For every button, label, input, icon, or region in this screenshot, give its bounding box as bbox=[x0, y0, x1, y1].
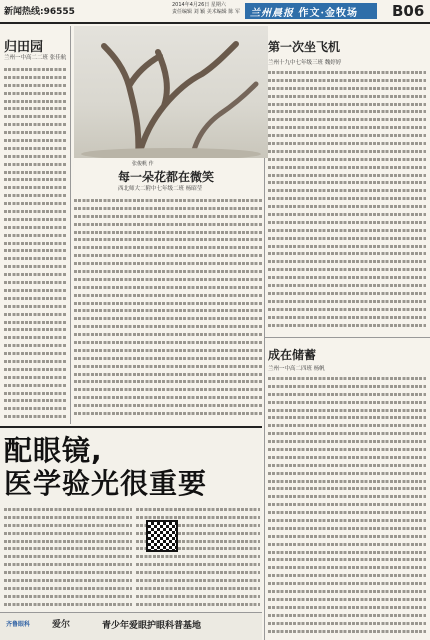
news-hotline: 新闻热线:96555 bbox=[4, 7, 75, 17]
article-body bbox=[74, 196, 262, 424]
hospital-logo: 齐鲁眼科 bbox=[6, 621, 31, 628]
column-divider bbox=[70, 26, 71, 424]
ad-headline-line: 医学验光很重要 bbox=[4, 467, 208, 500]
ad-slogan: 青少年爱眼护眼科普基地 bbox=[102, 621, 202, 631]
row-divider bbox=[265, 337, 430, 338]
photo-caption: 张俊帆 作 bbox=[132, 161, 154, 167]
brand-name: 兰州晨报 bbox=[250, 8, 294, 19]
article-title: 归田园 bbox=[4, 40, 44, 55]
article-body bbox=[4, 65, 67, 422]
ad-headline-line: 配眼镜, bbox=[4, 434, 103, 467]
ad-body bbox=[4, 505, 132, 609]
editor-text: 责任编辑 刘 颖 美术编辑 陈 军 bbox=[172, 9, 240, 15]
section-banner bbox=[245, 3, 377, 19]
article-author: 西北师大二附中七年级二班 杨昭莹 bbox=[118, 186, 203, 192]
date-text: 2014年4月26日 星期六 bbox=[172, 2, 226, 8]
article-title: 成在储蓄 bbox=[268, 348, 317, 362]
illustration-photo bbox=[74, 26, 268, 158]
article-title: 每一朵花都在微笑 bbox=[118, 170, 215, 184]
page-number: B06 bbox=[392, 2, 425, 20]
article-title: 第一次坐飞机 bbox=[268, 40, 341, 54]
article-author: 兰州十九中七年级三班 魏婷婷 bbox=[268, 60, 342, 66]
qr-code bbox=[146, 520, 178, 552]
partner-logo: 爱尔 bbox=[52, 620, 71, 630]
article-body bbox=[268, 374, 426, 636]
article-body bbox=[268, 68, 426, 334]
article-author: 兰州一中高二二班 张佳航 bbox=[4, 55, 67, 61]
ad-headline bbox=[4, 434, 207, 500]
page-header bbox=[0, 0, 430, 24]
tree-illustration bbox=[74, 26, 268, 158]
section-name: 作文·金牧场 bbox=[298, 8, 358, 19]
issue-date bbox=[172, 2, 240, 16]
article-author: 兰州一中高二四班 杨帆 bbox=[268, 366, 325, 372]
